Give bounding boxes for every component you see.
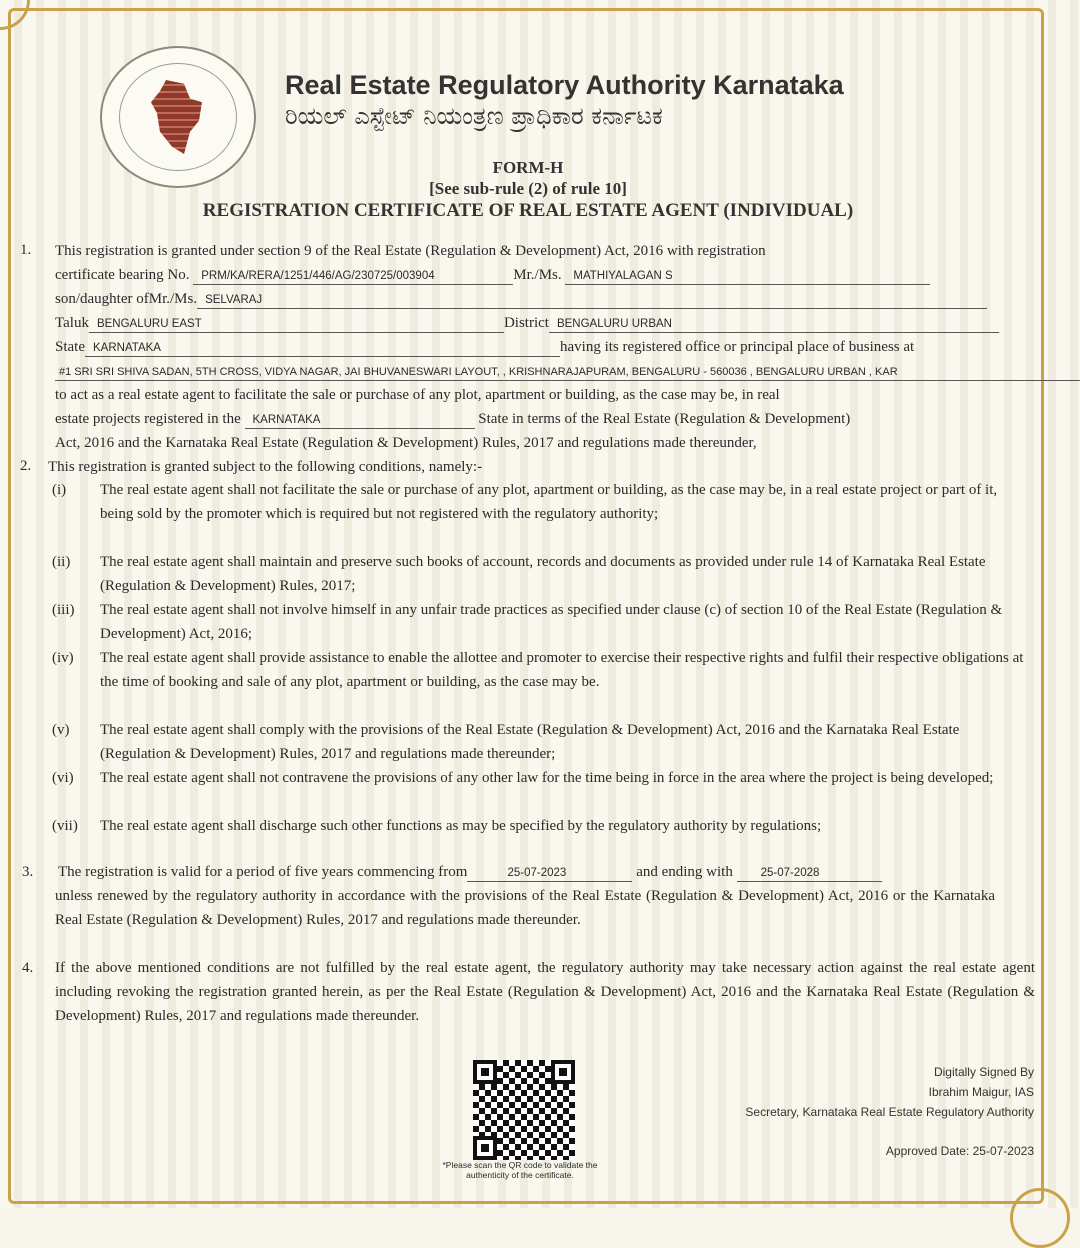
section-1-line: certificate bearing No. PRM/KA/RERA/1251/446/AG/230725/003904 Mr./Ms. MATHIYALAGAN S	[55, 263, 930, 287]
condition-item	[52, 646, 1042, 694]
condition-item	[52, 598, 1042, 646]
authority-title: Real Estate Regulatory Authority Karnataka	[285, 70, 844, 100]
section-4-text: If the above mentioned conditions are not fulfilled by the real estate agent, the regulatory authority may take necessary action against the real estate agent including revoking the registration granted herein, as per the Real Estate (Regulation & Development) Act, 2016 and the Karnataka Real Estate (Regulation & Development) Rules, 2017 and regulations made thereunder.	[55, 960, 1035, 1024]
qr-caption: *Please scan the QR code to validate the authenticity of the certificate.	[442, 1160, 598, 1180]
state: KARNATAKA	[85, 341, 560, 357]
condition-item	[52, 814, 1042, 838]
section-2-intro: This registration is granted subject to the following conditions, namely:-	[48, 459, 483, 475]
condition-text: The real estate agent shall not contravene the provisions of any other law for the time being in force in the area where the project is being developed;	[100, 770, 994, 786]
condition-text: The real estate agent shall comply with the provisions of the Real Estate (Regulation & Development) Act, 2016 and the Karnataka Real Estate (Regulation & Development) Rules, 2017 and regulations made thereunder;	[100, 722, 960, 762]
condition-number: (iii)	[52, 602, 75, 618]
parent-name: SELVARAJ	[197, 293, 987, 309]
signatory-title: Secretary, Karnataka Real Estate Regulatory Authority	[745, 1105, 1034, 1119]
corner-ornament	[1010, 1188, 1070, 1248]
condition-number: (v)	[52, 722, 70, 738]
business-address: #1 SRI SRI SHIVA SADAN, 5TH CROSS, VIDYA NAGAR, JAI BHUVANESWARI LAYOUT, , KRISHNARAJAPURAM, BENGALURU - 560036 , BENGALURU URBAN , KAR	[55, 365, 1080, 381]
taluk: BENGALURU EAST	[89, 317, 504, 333]
condition-number: (i)	[52, 482, 67, 498]
condition-item	[52, 718, 1042, 766]
section-1-text: Act, 2016 and the Karnataka Real Estate (Regulation & Development) Rules, 2017 and regulations made thereunder,	[55, 435, 757, 451]
form-name: FORM-H	[492, 158, 564, 177]
valid-to-date: 25-07-2028	[737, 866, 882, 882]
condition-text: The real estate agent shall discharge such other functions as may be specified by the regulatory authority by regulations;	[100, 818, 822, 834]
qr-code[interactable]	[473, 1060, 575, 1160]
section-number: 2.	[20, 458, 32, 474]
condition-number: (vii)	[52, 818, 78, 834]
condition-item	[52, 766, 1042, 790]
certificate-heading: REGISTRATION CERTIFICATE OF REAL ESTATE AGENT (INDIVIDUAL)	[202, 200, 854, 221]
karnataka-map-icon	[148, 80, 208, 154]
section-3-text: unless renewed by the regulatory authority in accordance with the provisions of the Real Estate (Regulation & Development) Act, 2016 or the Karnataka Real Estate (Regulation & Development) Rules, 2017 and regulations made thereunder.	[55, 888, 995, 928]
condition-item	[52, 478, 1042, 526]
condition-text: The real estate agent shall not involve himself in any unfair trade practices as specified under clause (c) of section 10 of the Real Estate (Regulation & Development) Act, 2016;	[100, 602, 1003, 642]
section-number: 4.	[22, 960, 34, 976]
condition-item	[52, 550, 1042, 598]
condition-number: (ii)	[52, 554, 71, 570]
condition-number: (vi)	[52, 770, 74, 786]
condition-number: (iv)	[52, 650, 74, 666]
section-1-text: This registration is granted under section 9 of the Real Estate (Regulation & Development) Act, 2016 with registration	[55, 243, 766, 259]
project-state: KARNATAKA	[245, 413, 475, 429]
condition-text: The real estate agent shall provide assistance to enable the allottee and promoter to exercise their respective rights and fulfil their respective obligations at the time of booking and sale of any plot, apartment or building, as the case may be.	[100, 650, 1024, 690]
section-1-text: to act as a real estate agent to facilitate the sale or purchase of any plot, apartment or building, as the case may be, in real	[55, 387, 780, 403]
digitally-signed-label: Digitally Signed By	[933, 1065, 1034, 1079]
section-number: 3.	[22, 864, 34, 880]
condition-text: The real estate agent shall maintain and preserve such books of account, records and documents as provided under rule 14 of Karnataka Real Estate (Regulation & Development) Rules, 2017;	[100, 554, 986, 594]
section-number: 1.	[20, 242, 32, 258]
agent-name: MATHIYALAGAN S	[565, 269, 930, 285]
authority-title-kannada: ರಿಯಲ್ ಎಸ್ಟೇಟ್ ನಿಯಂತ್ರಣ ಪ್ರಾಧಿಕಾರ ಕರ್ನಾಟಕ	[285, 102, 663, 130]
approved-date: Approved Date: 25-07-2023	[885, 1144, 1034, 1158]
condition-text: The real estate agent shall not facilitate the sale or purchase of any plot, apartment or building, as the case may be, in a real estate project or part of it, being sold by the promoter which is required but not registered with the regulatory authority;	[100, 482, 998, 522]
registration-number: PRM/KA/RERA/1251/446/AG/230725/003904	[193, 269, 513, 285]
district: BENGALURU URBAN	[549, 317, 999, 333]
form-rule: [See sub-rule (2) of rule 10]	[429, 179, 627, 198]
signatory-name: Ibrahim Maigur, IAS	[928, 1085, 1034, 1099]
valid-from-date: 25-07-2023	[467, 866, 632, 882]
